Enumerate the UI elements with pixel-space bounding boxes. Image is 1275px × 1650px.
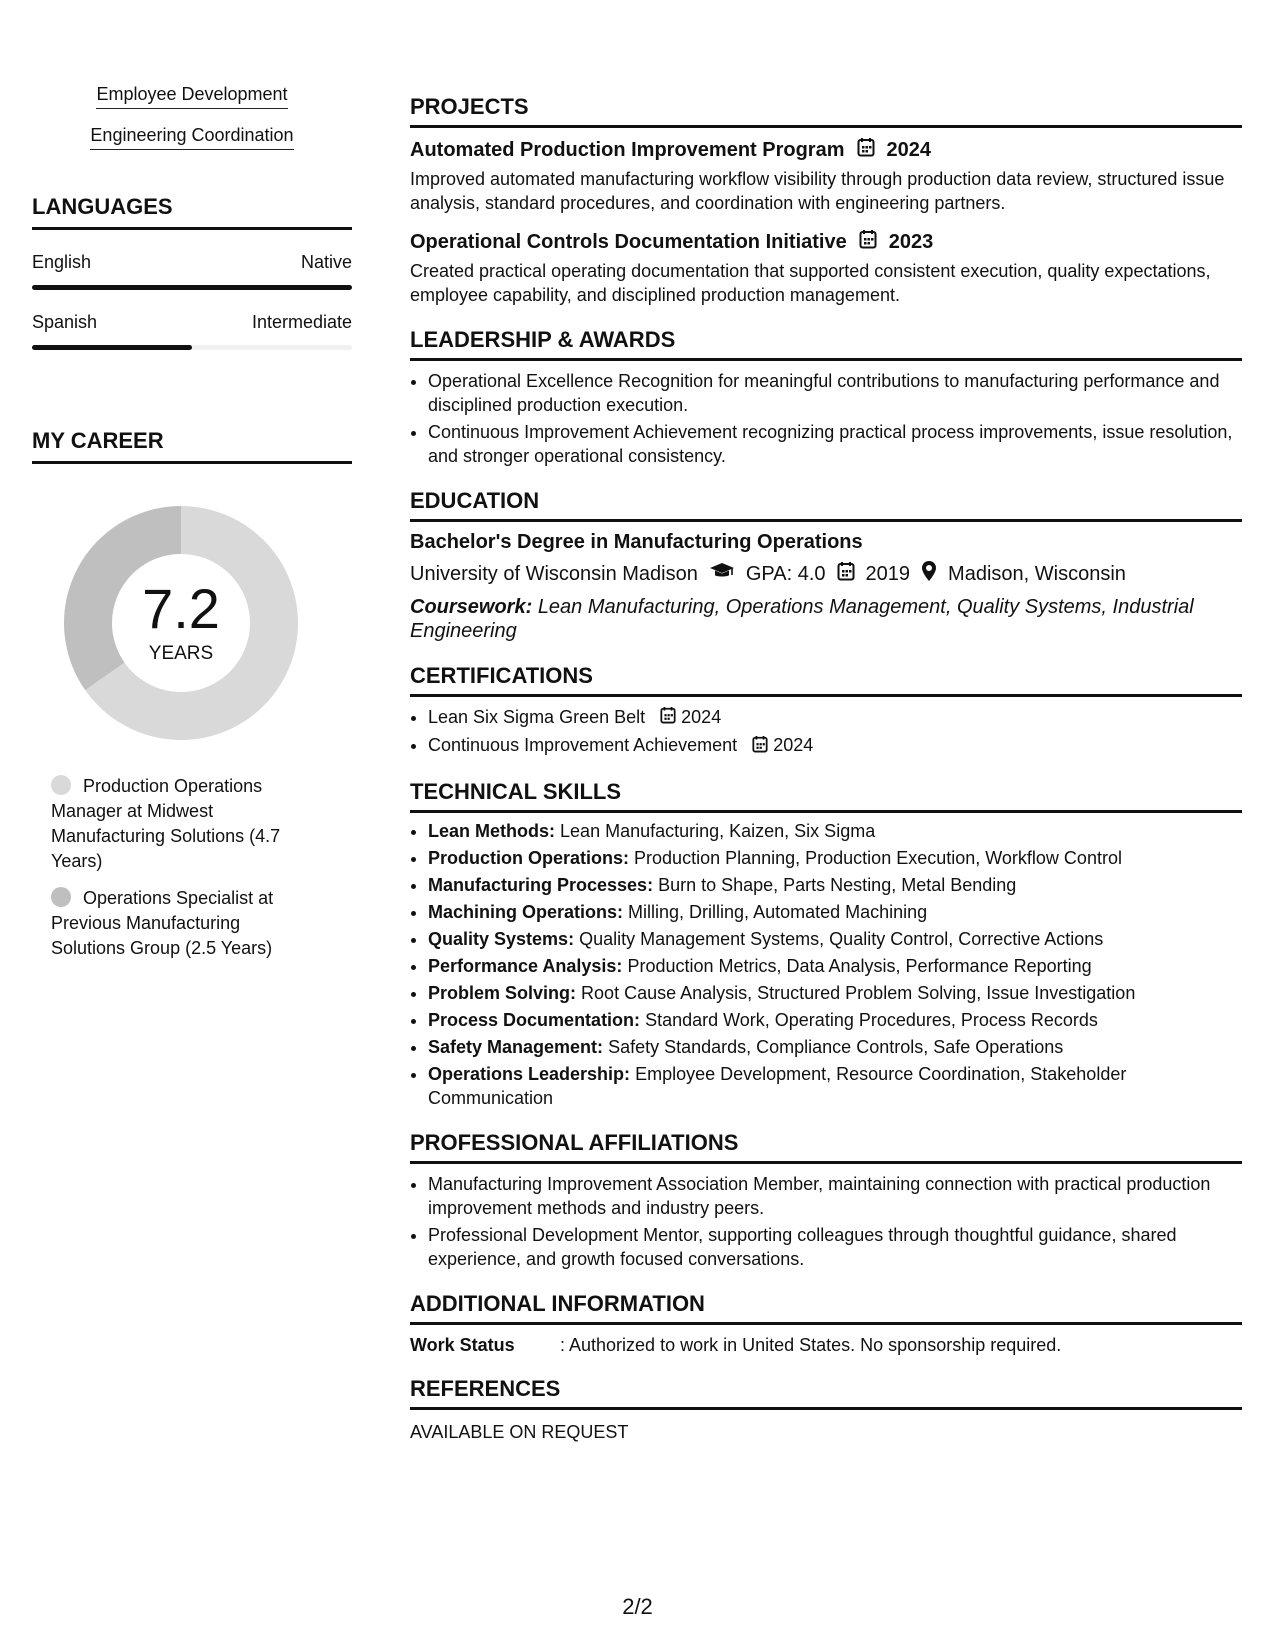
skill-list: Production Metrics, Data Analysis, Performance Reporting xyxy=(627,955,1092,976)
skill-category: Machining Operations: xyxy=(428,901,624,922)
skill-item xyxy=(428,900,1242,924)
certification-year: 2024 xyxy=(773,735,814,756)
affiliation-item: • Manufacturing Improvement Association Member, maintaining connection with practical production improvement methods and industry peers. xyxy=(428,1172,1242,1220)
skill-category: Safety Management: xyxy=(428,1036,604,1057)
career-legend-item xyxy=(51,886,301,961)
certification-year: 2024 xyxy=(681,707,722,727)
certification-name: Lean Six Sigma Green Belt xyxy=(428,707,646,727)
skill-category: Performance Analysis: xyxy=(428,955,623,976)
calendar-icon xyxy=(660,706,676,730)
education-section xyxy=(410,488,1242,643)
degree-title: Bachelor's Degree in Manufacturing Operations xyxy=(410,531,863,553)
skill-item xyxy=(428,954,1242,978)
references-heading: REFERENCES xyxy=(410,1376,1242,1410)
language-level: Native xyxy=(300,252,352,272)
certification-item xyxy=(428,705,1242,730)
skill-item xyxy=(428,981,1242,1005)
projects-heading: PROJECTS xyxy=(410,94,1242,128)
project-item xyxy=(410,137,1242,215)
career-heading: MY CAREER xyxy=(32,428,352,464)
sidebar xyxy=(32,84,352,973)
career-legend-label: Operations Specialist at Previous Manufacturing Solutions Group (2.5 Years) xyxy=(51,888,274,958)
skill-list: Production Planning, Production Execution, Workflow Control xyxy=(634,847,1122,868)
education-meta xyxy=(410,560,1242,588)
skill-list: Lean Manufacturing, Kaizen, Six Sigma xyxy=(560,820,876,841)
project-title: Automated Production Improvement Program xyxy=(410,138,845,161)
project-year: 2023 xyxy=(888,230,934,253)
skill-item xyxy=(428,1035,1242,1059)
project-item xyxy=(410,229,1242,307)
skill-item xyxy=(428,1062,1242,1110)
leadership-section xyxy=(410,327,1242,468)
language-item xyxy=(32,252,352,290)
skill-category: Lean Methods: xyxy=(428,820,556,841)
skill-list: Root Cause Analysis, Structured Problem Solving, Issue Investigation xyxy=(581,982,1136,1003)
award-item: • Continuous Improvement Achievement recognizing practical process improvements, issue resolution, and stronger operational consistency. xyxy=(428,420,1242,468)
skill-item xyxy=(428,873,1242,897)
language-proficiency-bar xyxy=(32,285,352,290)
map-pin-icon xyxy=(921,560,937,588)
language-proficiency-bar xyxy=(32,345,352,350)
skill-list: Quality Management Systems, Quality Control, Corrective Actions xyxy=(579,928,1104,949)
skill-list: Employee Development, Resource Coordination, Stakeholder Communication xyxy=(428,1063,1127,1108)
skill-category: Manufacturing Processes: xyxy=(428,874,654,895)
skill-list: Milling, Drilling, Automated Machining xyxy=(628,901,928,922)
strength-tag: Employee Development xyxy=(96,84,287,109)
language-item xyxy=(32,312,352,350)
additional-info-heading: ADDITIONAL INFORMATION xyxy=(410,1291,1242,1325)
calendar-icon xyxy=(857,137,875,163)
coursework xyxy=(410,595,1242,643)
legend-dot xyxy=(51,775,71,795)
language-name: English xyxy=(32,252,92,272)
skill-list: Safety Standards, Compliance Controls, Safe Operations xyxy=(608,1036,1064,1057)
strength-tag: Engineering Coordination xyxy=(90,125,293,150)
project-description: Improved automated manufacturing workflow visibility through production data review, structured issue analysis, standard procedures, and coordination with engineering partners. xyxy=(410,169,1225,213)
affiliations-heading: PROFESSIONAL AFFILIATIONS xyxy=(410,1130,1242,1164)
award-item: • Operational Excellence Recognition for meaningful contributions to manufacturing performance and disciplined production execution. xyxy=(428,369,1242,417)
skill-category: Production Operations: xyxy=(428,847,630,868)
skill-item xyxy=(428,927,1242,951)
certification-name: Continuous Improvement Achievement xyxy=(428,735,738,756)
page-number: 2/2 xyxy=(622,1594,653,1619)
additional-info-section xyxy=(410,1291,1242,1356)
skill-list: Burn to Shape, Parts Nesting, Metal Bending xyxy=(658,874,1017,895)
calendar-icon xyxy=(859,229,877,255)
certification-item xyxy=(428,733,1242,758)
info-value: : Authorized to work in United States. No sponsorship required. xyxy=(560,1334,1062,1355)
project-year: 2024 xyxy=(886,138,931,161)
language-level: Intermediate xyxy=(251,312,352,332)
skill-category: Problem Solving: xyxy=(428,982,577,1003)
school-name: University of Wisconsin Madison xyxy=(410,562,698,585)
leadership-heading: LEADERSHIP & AWARDS xyxy=(410,327,1242,361)
skill-category: Operations Leadership: xyxy=(428,1063,631,1084)
certifications-section xyxy=(410,663,1242,759)
skill-list: Standard Work, Operating Procedures, Process Records xyxy=(645,1009,1098,1030)
career-donut-chart xyxy=(56,498,306,748)
main-column xyxy=(410,94,1242,1463)
languages-heading: LANGUAGES xyxy=(32,194,352,230)
coursework-list: Lean Manufacturing, Operations Management, Quality Systems, Industrial Engineering xyxy=(410,596,1194,642)
career-total-value: 7.2 xyxy=(142,577,220,640)
info-row xyxy=(410,1335,1242,1356)
legend-dot xyxy=(51,887,71,907)
calendar-icon xyxy=(752,735,768,759)
career-legend-label: Production Operations Manager at Midwest Manufacturing Solutions (4.7 Years) xyxy=(51,776,281,871)
affiliation-item: • Professional Development Mentor, supporting colleagues through thoughtful guidance, shared experience, and growth focused conversations. xyxy=(428,1223,1242,1271)
skill-category: Quality Systems: xyxy=(428,928,575,949)
project-title: Operational Controls Documentation Initiative xyxy=(410,230,847,253)
certifications-heading: CERTIFICATIONS xyxy=(410,663,1242,697)
education-heading: EDUCATION xyxy=(410,488,1242,522)
graduation-year: 2019 xyxy=(865,562,911,585)
calendar-icon xyxy=(837,561,855,587)
language-name: Spanish xyxy=(32,312,98,332)
affiliations-section xyxy=(410,1130,1242,1271)
language-proficiency-fill xyxy=(32,285,352,290)
coursework-label: Coursework: xyxy=(410,596,533,618)
references-section xyxy=(410,1376,1242,1443)
gpa: GPA: 4.0 xyxy=(745,562,826,585)
projects-section xyxy=(410,94,1242,307)
school-location: Madison, Wisconsin xyxy=(948,562,1126,585)
info-key: Work Status xyxy=(410,1334,515,1355)
strength-tags xyxy=(32,84,352,150)
skill-item xyxy=(428,846,1242,870)
language-proficiency-fill xyxy=(32,345,192,350)
skills-heading: TECHNICAL SKILLS xyxy=(410,779,1242,813)
project-description: Created practical operating documentation that supported consistent execution, quality expectations, employee capability, and disciplined production management. xyxy=(410,261,1211,305)
career-legend-item xyxy=(51,774,301,874)
career-total-unit: YEARS xyxy=(148,643,214,664)
skill-item xyxy=(428,819,1242,843)
graduation-cap-icon xyxy=(709,562,735,586)
skill-category: Process Documentation: xyxy=(428,1009,641,1030)
career-legend xyxy=(51,774,301,961)
references-text: AVAILABLE ON REQUEST xyxy=(410,1421,629,1442)
skills-section xyxy=(410,779,1242,1110)
skill-item xyxy=(428,1008,1242,1032)
